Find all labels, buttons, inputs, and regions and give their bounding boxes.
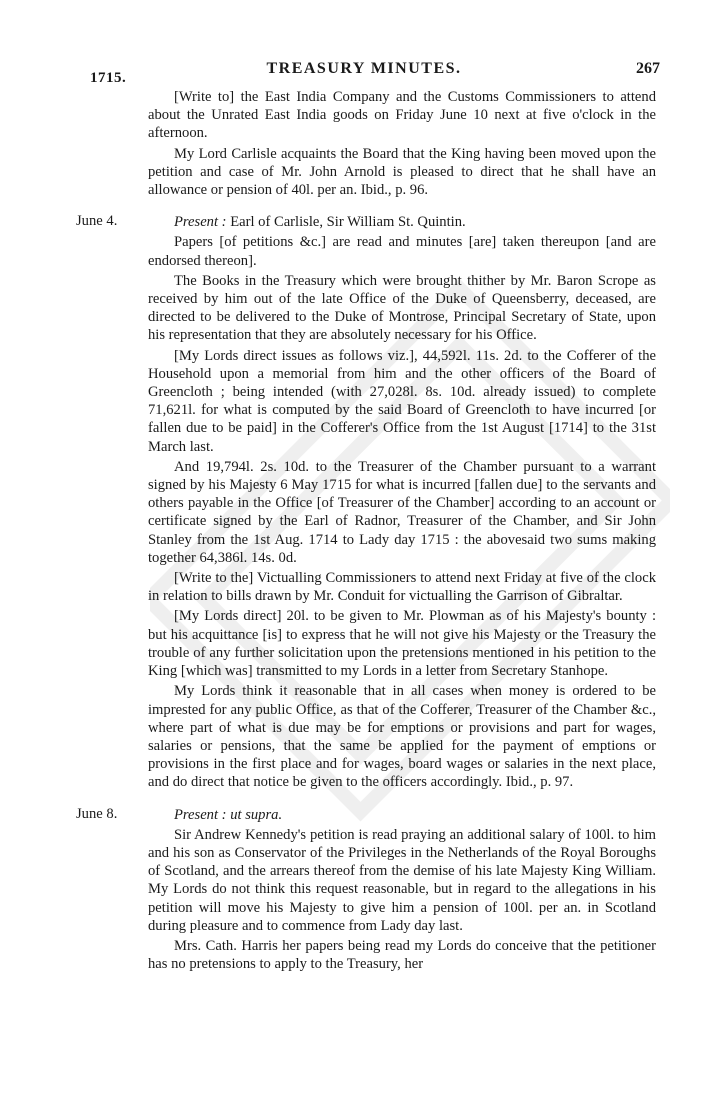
paragraph: [My Lords direct issues as follows viz.], 44,592l. 11s. 2d. to the Cofferer of the Household upon a memorial from him and the other officers of the Board of Greencloth ; being intended (with 27,028l. 8s. 10d. already issued) to complete 71,621l. for what is computed by the said Board of Greencloth to have incurred [or fallen due to be paid] in the Cofferer's Office from the 1st August [1714] to the 31st March last.	[148, 347, 656, 455]
paragraph: [Write to the] Victualling Commissioners to attend next Friday at five of the clock in relation to bills drawn by Mr. Conduit for victualling the Garrison of Gibraltar.	[148, 570, 656, 605]
header-title: TREASURY MINUTES.	[266, 60, 462, 77]
present-line	[148, 213, 656, 231]
paragraph: Sir Andrew Kennedy's petition is read praying an additional salary of 100l. to him and his son as Conservator of the Privileges in the Netherlands of the Royal Boroughs of Scotland, and the arrears thereof from the demise of his late Majesty King William. My Lords do not think this request reasonable, but in regard to the allegations in his petition will move his Majesty to give him a pension of 100l. per an. in Scotland during pleasure and to commence from Lady day last.	[148, 826, 656, 934]
header-year: 1715.	[90, 70, 127, 86]
section-date: June 4.	[76, 213, 118, 230]
paragraph: Papers [of petitions &c.] are read and minutes [are] taken thereupon [and are endorsed thereon].	[148, 234, 656, 269]
section-continuation	[148, 88, 656, 199]
paragraph: The Books in the Treasury which were brought thither by Mr. Baron Scrope as received by him out of the late Office of the Duke of Queensberry, deceased, are directed to be delivered to the Duke of Montrose, Principal Secretary of State, upon his representation that they are absolutely necessary for his Office.	[148, 272, 656, 344]
present-label: Present :	[174, 214, 227, 231]
paragraph: My Lords think it reasonable that in all cases when money is ordered to be imprested for any public Office, as that of the Cofferer, Treasurer of the Chamber &c., where part of what is due may be for emptions or provisions and part for wages, salaries or pensions, that the same be applied for the payment of emptions or provisions in the first place and for wages, board wages or salaries in the next place, and do direct that notice be given to the officers accordingly. Ibid., p. 97.	[148, 683, 656, 791]
present-names: ut supra.	[230, 806, 283, 823]
present-label: Present :	[174, 806, 227, 823]
paragraph: [Write to] the East India Company and the Customs Commissioners to attend about the Unrated East India goods on Friday June 10 next at five o'clock in the afternoon.	[148, 89, 656, 142]
paragraph: And 19,794l. 2s. 10d. to the Treasurer of the Chamber pursuant to a warrant signed by his Majesty 6 May 1715 for what is incurred [fallen due] to the servants and others payable in the Office [of Treasurer of the Chamber] according to an account or certificate signed by the Earl of Radnor, Treasurer of the Chamber, and Sir John Stanley from the 1st Aug. 1714 to Lady day 1715 : the abovesaid two sums making together 64,386l. 14s. 0d.	[148, 458, 656, 566]
present-names: Earl of Carlisle, Sir William St. Quintin.	[230, 214, 466, 231]
header-page-number: 267	[636, 60, 660, 77]
page-body	[76, 88, 656, 973]
paragraph: My Lord Carlisle acquaints the Board that the King having been moved upon the petition and case of Mr. John Arnold is pleased to direct that he shall have an allowance or pension of 40l. per an. Ibid., p. 96.	[148, 145, 656, 199]
section-june-8	[76, 805, 656, 974]
paragraph: [My Lords direct] 20l. to be given to Mr. Plowman as of his Majesty's bounty : but his acquittance [is] to express that he will not give his Majesty or the Treasury the trouble of any further solicitation upon the pretensions mentioned in his petition to the King [which was] transmitted to my Lords in a letter from Secretary Stanhope.	[148, 608, 656, 680]
present-line	[148, 806, 656, 824]
section-june-4	[76, 213, 656, 791]
page-header	[0, 58, 728, 86]
section-date: June 8.	[76, 805, 118, 822]
paragraph: Mrs. Cath. Harris her papers being read my Lords do conceive that the petitioner has no pretensions to apply to the Treasury, her	[148, 937, 656, 973]
